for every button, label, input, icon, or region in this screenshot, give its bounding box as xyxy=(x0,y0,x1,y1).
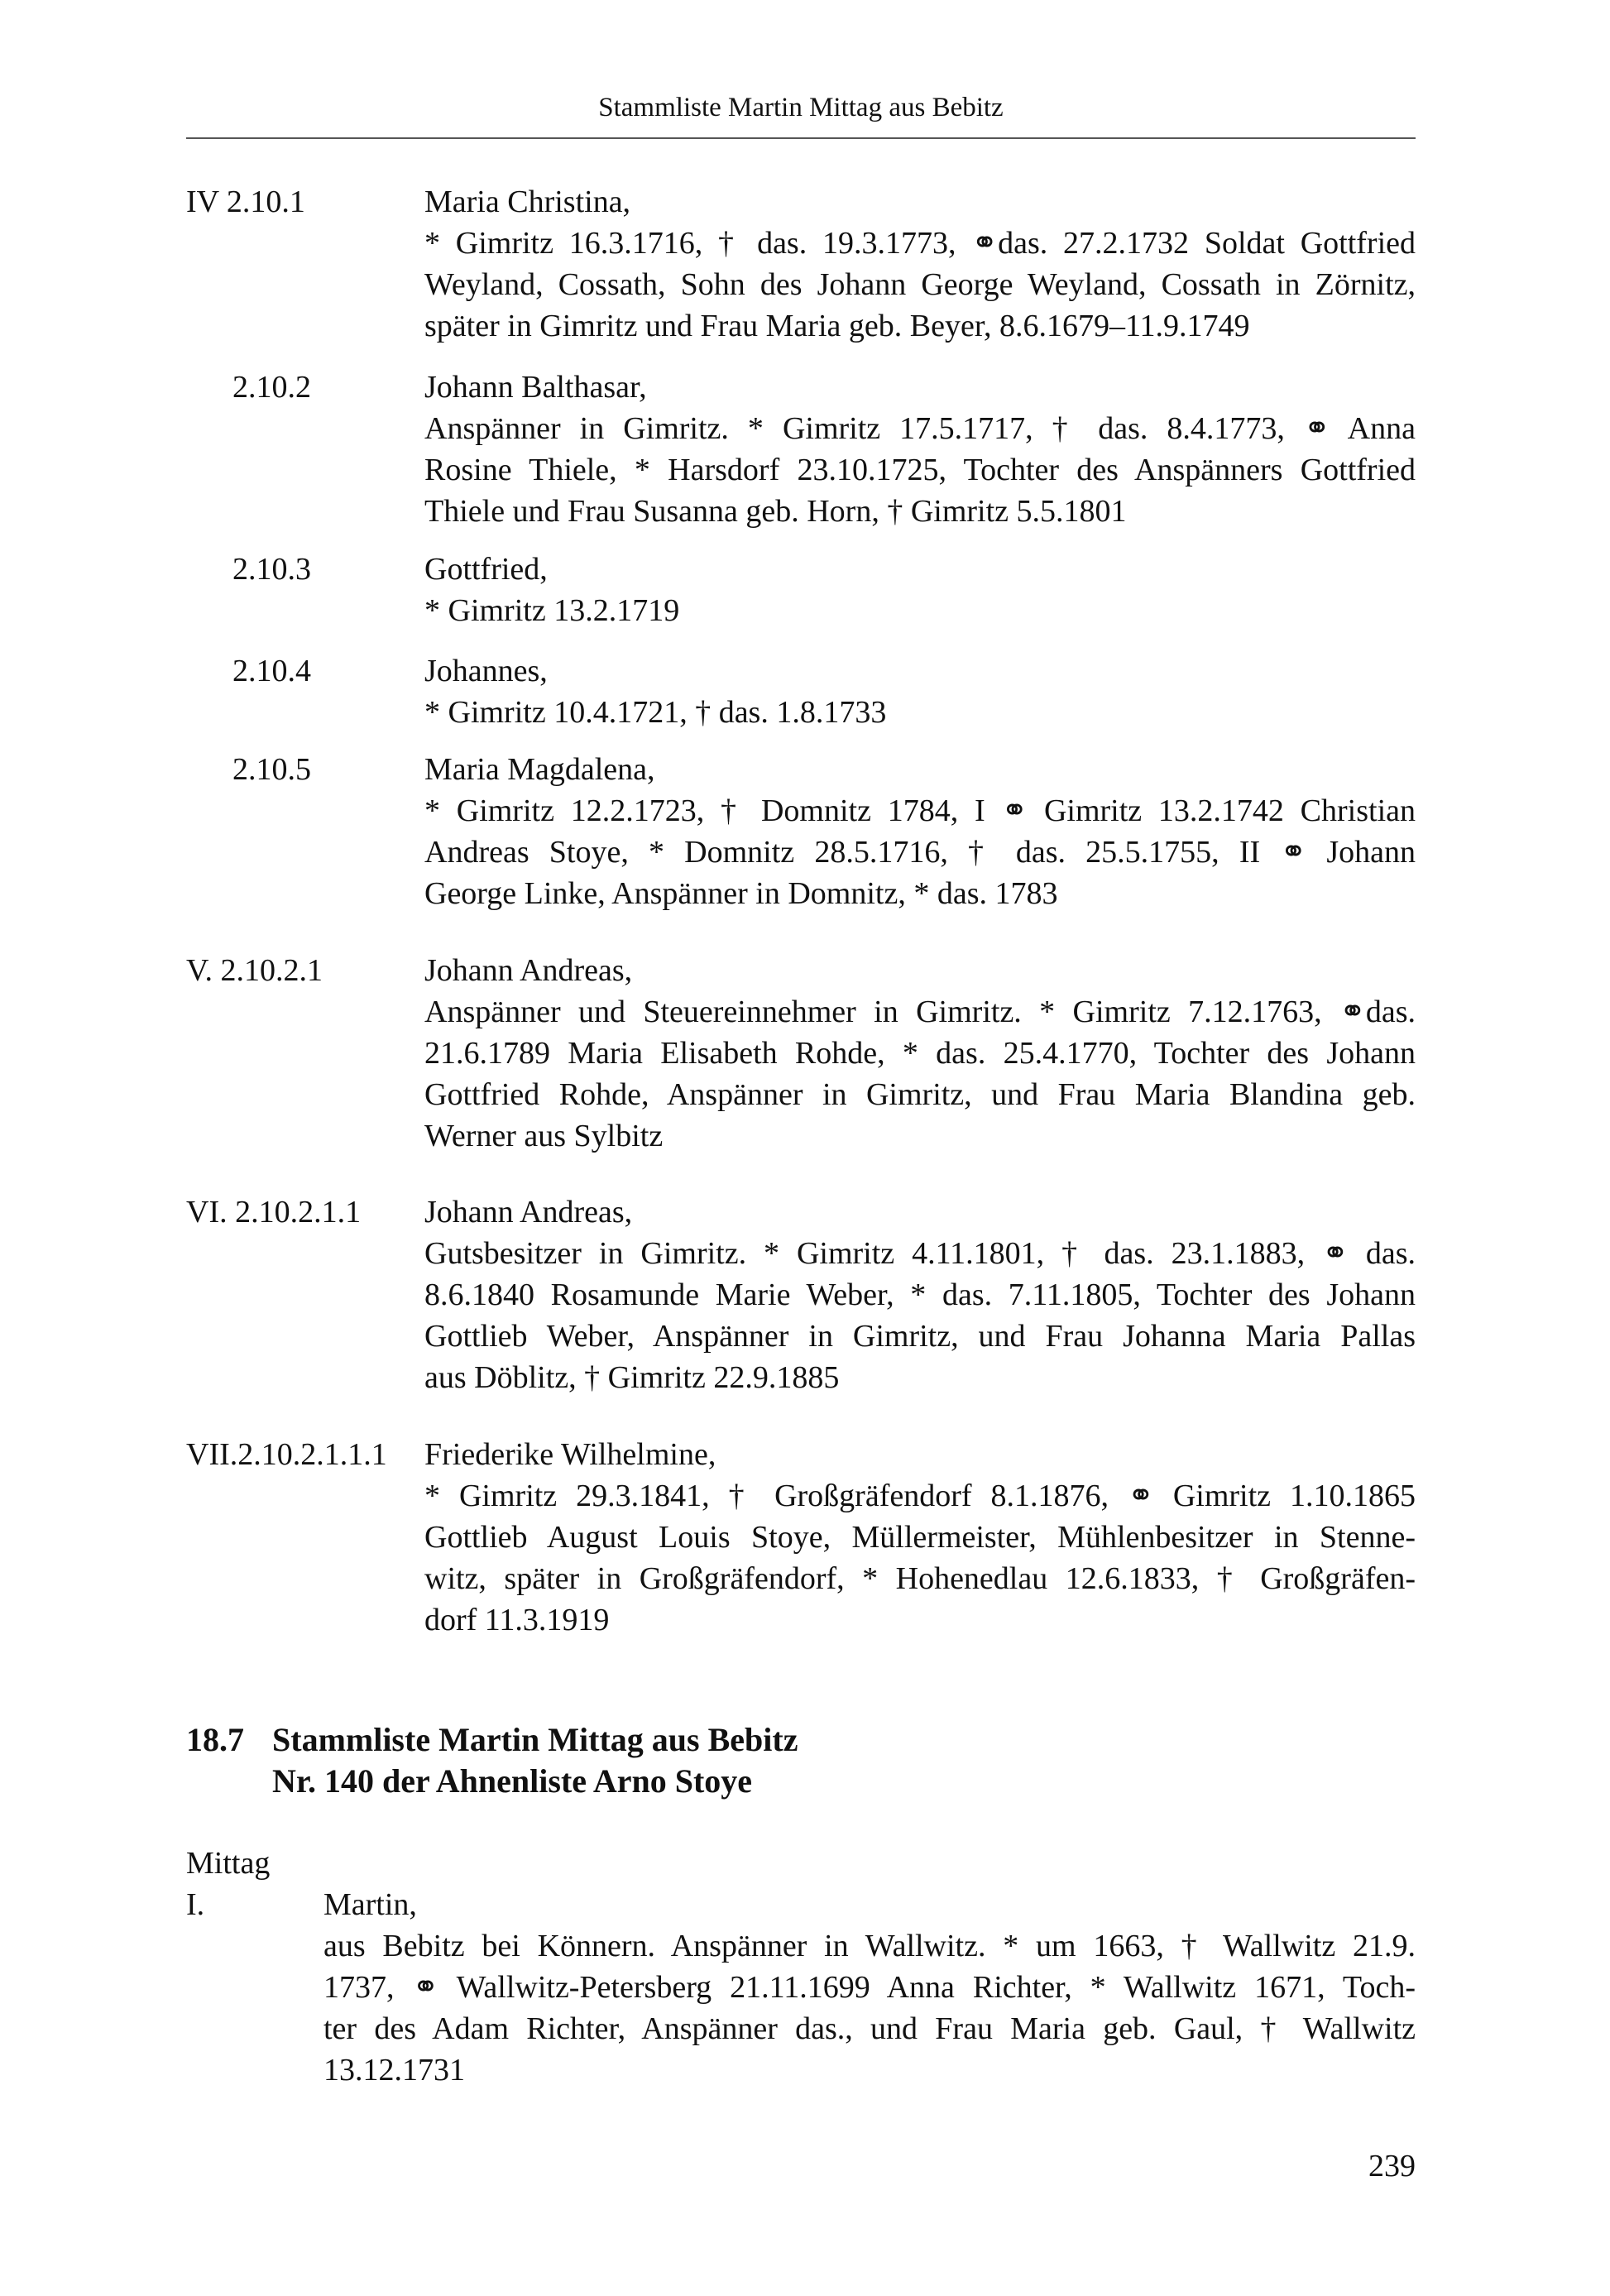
entry-line: * Gimritz 16.3.1716, † das. 19.3.1773, ⚭das. 27.2.1732 Soldat Gottfried xyxy=(424,226,1416,261)
family-name: Mittag xyxy=(186,1846,271,1881)
section-number: 18.7 xyxy=(186,1721,244,1758)
entry-line: aus Döblitz, † Gimritz 22.9.1885 xyxy=(424,1360,840,1395)
person-name: Maria Christina, xyxy=(424,185,631,219)
entry-line: Rosine Thiele, * Harsdorf 23.10.1725, Tochter des Anspänners Gottfried xyxy=(424,453,1416,487)
entry-text xyxy=(424,749,1416,914)
person-name: Maria Magdalena, xyxy=(424,752,655,787)
entry-text xyxy=(424,549,1416,631)
entry-line: George Linke, Anspänner in Domnitz, * das. 1783 xyxy=(424,876,1058,911)
entry-text xyxy=(323,1884,1416,2091)
entry-line: später in Gimritz und Frau Maria geb. Beyer, 8.6.1679–11.9.1749 xyxy=(424,309,1250,343)
entry-line: * Gimritz 13.2.1719 xyxy=(424,593,680,628)
person-name: Johann Andreas, xyxy=(424,953,633,988)
running-head: Stammliste Martin Mittag aus Bebitz xyxy=(598,93,1004,122)
entry-text xyxy=(424,367,1416,532)
entry-line: * Gimritz 29.3.1841, † Großgräfendorf 8.1.1876, ⚭ Gimritz 1.10.1865 xyxy=(424,1479,1416,1513)
entry-number: V. 2.10.2.1 xyxy=(186,953,323,988)
person-name: Martin, xyxy=(323,1887,417,1922)
entry-line: Gottlieb August Louis Stoye, Müllermeister, Mühlenbesitzer in Stenne- xyxy=(424,1520,1416,1555)
entry-line: 13.12.1731 xyxy=(323,2053,465,2087)
entry-line: ter des Adam Richter, Anspänner das., und Frau Maria geb. Gaul, † Wallwitz xyxy=(323,2011,1416,2046)
entry-text xyxy=(424,1434,1416,1641)
entry-number: VI. 2.10.2.1.1 xyxy=(186,1195,362,1229)
entry-text xyxy=(424,950,1416,1157)
entry-line: Thiele und Frau Susanna geb. Horn, † Gimritz 5.5.1801 xyxy=(424,494,1127,529)
person-name: Friederike Wilhelmine, xyxy=(424,1437,716,1472)
entry-line: Werner aus Sylbitz xyxy=(424,1119,664,1153)
entry-number: I. xyxy=(186,1887,205,1922)
person-name: Gottfried, xyxy=(424,552,548,587)
entry-line: Anspänner in Gimritz. * Gimritz 17.5.1717, † das. 8.4.1773, ⚭ Anna xyxy=(424,411,1416,446)
person-name: Johannes, xyxy=(424,654,548,688)
section-subheading: Nr. 140 der Ahnenliste Arno Stoye xyxy=(272,1762,753,1800)
header-rule xyxy=(186,137,1416,139)
entry-line: aus Bebitz bei Könnern. Anspänner in Wallwitz. * um 1663, † Wallwitz 21.9. xyxy=(323,1929,1416,1963)
entry-line: Gottlieb Weber, Anspänner in Gimritz, und Frau Johanna Maria Pallas xyxy=(424,1319,1416,1354)
page-number: 239 xyxy=(1368,2149,1416,2183)
entry-line: 21.6.1789 Maria Elisabeth Rohde, * das. 25.4.1770, Tochter des Johann xyxy=(424,1036,1416,1071)
entry-line: * Gimritz 10.4.1721, † das. 1.8.1733 xyxy=(424,695,887,730)
entry-number: 2.10.4 xyxy=(232,654,311,688)
entry-line: 1737, ⚭ Wallwitz-Petersberg 21.11.1699 Anna Richter, * Wallwitz 1671, Toch- xyxy=(323,1970,1416,2005)
entry-number: 2.10.2 xyxy=(232,370,311,405)
person-name: Johann Balthasar, xyxy=(424,370,647,405)
entry-number: 2.10.5 xyxy=(232,752,311,787)
entry-number: IV 2.10.1 xyxy=(186,185,305,219)
entry-number: VII.2.10.2.1.1.1 xyxy=(186,1437,387,1472)
entry-line: Gottfried Rohde, Anspänner in Gimritz, und Frau Maria Blandina geb. xyxy=(424,1077,1416,1112)
entry-line: witz, später in Großgräfendorf, * Hohenedlau 12.6.1833, † Großgräfen- xyxy=(424,1561,1416,1596)
entry-line: Gutsbesitzer in Gimritz. * Gimritz 4.11.1801, † das. 23.1.1883, ⚭ das. xyxy=(424,1236,1416,1271)
entry-line: Weyland, Cossath, Sohn des Johann George Weyland, Cossath in Zörnitz, xyxy=(424,267,1416,302)
entry-text xyxy=(424,650,1416,733)
entry-text xyxy=(424,1191,1416,1398)
entry-text xyxy=(424,181,1416,347)
entry-line: Anspänner und Steuereinnehmer in Gimritz. * Gimritz 7.12.1763, ⚭das. xyxy=(424,995,1416,1029)
entry-line: Andreas Stoye, * Domnitz 28.5.1716, † das. 25.5.1755, II ⚭ Johann xyxy=(424,835,1416,870)
section-heading xyxy=(186,1719,798,1761)
entry-number: 2.10.3 xyxy=(232,552,311,587)
entry-line: * Gimritz 12.2.1723, † Domnitz 1784, I ⚭ Gimritz 13.2.1742 Christian xyxy=(424,793,1416,828)
section-title-line1: Stammliste Martin Mittag aus Bebitz xyxy=(272,1721,798,1758)
entry-line: dorf 11.3.1919 xyxy=(424,1603,610,1637)
person-name: Johann Andreas, xyxy=(424,1195,633,1229)
entry-line: 8.6.1840 Rosamunde Marie Weber, * das. 7.11.1805, Tochter des Johann xyxy=(424,1277,1416,1312)
